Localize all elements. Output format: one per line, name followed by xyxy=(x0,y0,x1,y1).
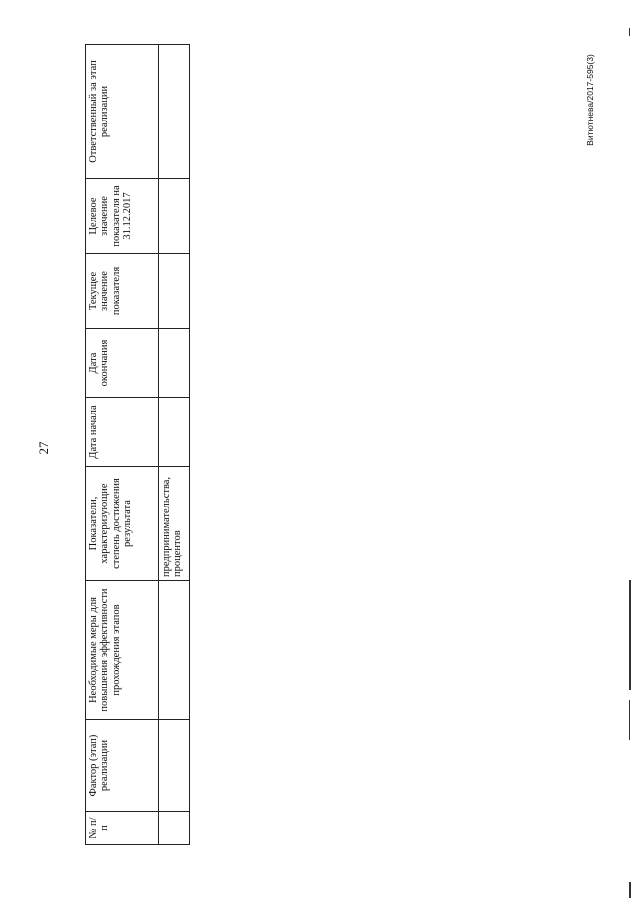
table-row xyxy=(159,45,190,845)
header-cell-measures: Необходимые меры для повышения эффективности прохождения этапов xyxy=(86,581,159,720)
scan-edge-mark xyxy=(629,700,630,740)
table-cell xyxy=(159,398,190,467)
scan-edge-mark xyxy=(629,580,631,690)
table-header-row xyxy=(86,45,159,845)
scan-edge-mark xyxy=(629,28,630,36)
table-cell xyxy=(159,581,190,720)
header-cell-start-date: Дата начала xyxy=(86,398,159,467)
header-cell-factor: Фактор (этап) реализации xyxy=(86,720,159,812)
stamp-text: Витютнева/2017-595(3) xyxy=(585,54,595,146)
header-cell-current-value: Текущее значение показателя xyxy=(86,254,159,329)
header-cell-end-date: Дата окончания xyxy=(86,329,159,398)
header-cell-target-value: Целевое значение показателя на 31.12.2017 xyxy=(86,179,159,254)
table-cell xyxy=(159,45,190,179)
table-cell xyxy=(159,720,190,812)
scan-edge-mark xyxy=(629,882,631,898)
table-cell: предпринимательства, процентов xyxy=(159,467,190,581)
header-cell-responsible: Ответственный за этап реализации xyxy=(86,45,159,179)
page-number: 27 xyxy=(36,441,51,455)
header-cell-indicators: Показатели, характеризующие степень достижения результата xyxy=(86,467,159,581)
header-cell-number: № п/п xyxy=(86,812,159,845)
rotated-table-container xyxy=(85,45,183,845)
table-cell xyxy=(159,812,190,845)
table-cell xyxy=(159,254,190,329)
table-cell xyxy=(159,179,190,254)
measures-table xyxy=(85,44,190,845)
table-cell xyxy=(159,329,190,398)
